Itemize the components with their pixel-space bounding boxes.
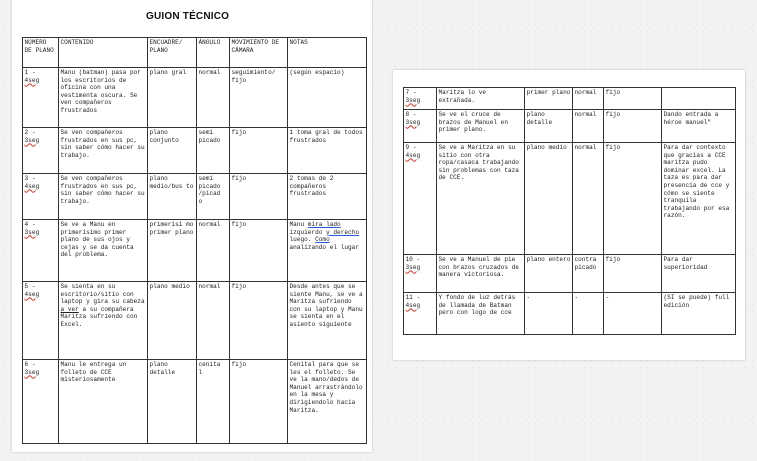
cell-movimiento: seguimiento/ fijo	[230, 68, 288, 128]
cell-angulo: normal	[573, 88, 604, 110]
cell-contenido: Se ve a Manuel de pie con brazos cruzados de manera victoriosa.	[437, 255, 525, 293]
cell-angulo: normal	[573, 143, 604, 255]
cell-movimiento: fijo	[230, 174, 288, 220]
cell-notas: Cenital para que se les el folleto. Se ve la mano/dedos de Manuel arrastrándolo en la mesa y dirigiendolo hacia Maritza.	[288, 360, 367, 444]
script-table-page-2	[403, 87, 736, 335]
cell-contenido: Se ve a Maritza en su sitio con otra ropa/casaca trabajando sin problemas con taza de CCE.	[437, 143, 525, 255]
cell-numero: 1 - 4seg	[23, 68, 59, 128]
cell-contenido: Se ve el cruce de brazos de Manuel en primer plano.	[437, 110, 525, 143]
table-row	[404, 88, 736, 110]
cell-numero: 5 - 4seg	[23, 282, 59, 360]
table-row	[23, 282, 367, 360]
cell-encuadre: plano medio	[525, 143, 573, 255]
cell-notas: Desde antes que se siente Manu, se ve a Maritza sufriendo con su laptop y Manu se sienta en el asiento siguiente	[288, 282, 367, 360]
cell-encuadre: -	[525, 293, 573, 335]
cell-contenido: Maritza lo ve extrañada.	[437, 88, 525, 110]
cell-angulo: contra picado	[573, 255, 604, 293]
cell-encuadre: plano gral	[148, 68, 197, 128]
table-header-row	[23, 38, 367, 68]
cell-encuadre: primerisi mo primer plano	[148, 220, 197, 282]
cell-numero: 4 - 3seg	[23, 220, 59, 282]
header-movimiento: MOVIMIENTO DE CÁMARA	[230, 38, 288, 68]
cell-contenido: Se ven compañeros frustrados en sus pc, sin saber cómo hacer su trabajo.	[59, 128, 148, 174]
cell-numero: 9 - 4seg	[404, 143, 437, 255]
cell-encuadre: plano medio	[148, 282, 197, 360]
cell-numero: 3 - 4seg	[23, 174, 59, 220]
cell-encuadre: plano medio/bus to	[148, 174, 197, 220]
cell-movimiento: fijo	[604, 88, 662, 110]
cell-movimiento: fijo	[230, 360, 288, 444]
cell-encuadre: plano conjunto	[148, 128, 197, 174]
cell-numero: 11 - 4seg	[404, 293, 437, 335]
document-page-2	[393, 70, 745, 360]
cell-encuadre: plano entero	[525, 255, 573, 293]
cell-contenido: Se ve a Manu en primerísimo primer plano de sus ojos y cejas y se da cuenta del problema.	[59, 220, 148, 282]
cell-movimiento: fijo	[604, 143, 662, 255]
cell-notas	[662, 88, 736, 110]
table-row	[23, 174, 367, 220]
cell-movimiento: fijo	[230, 282, 288, 360]
document-page-1	[12, 0, 372, 452]
cell-numero: 6 - 3seg	[23, 360, 59, 444]
cell-angulo: semi picado /picad o	[197, 174, 230, 220]
cell-movimiento: fijo	[230, 128, 288, 174]
script-table-page-1	[22, 37, 367, 444]
cell-encuadre: plano detalle	[148, 360, 197, 444]
table-row	[23, 128, 367, 174]
cell-contenido: Manu le entrega un folleto de CCE misteriosamente	[59, 360, 148, 444]
cell-contenido: Manu (batman) pasa por los escritorios de oficina con una vestimenta oscura. Se ven compañeros frustrados	[59, 68, 148, 128]
cell-notas: Dando entrada a héroe manuel"	[662, 110, 736, 143]
cell-encuadre: plano detalle	[525, 110, 573, 143]
cell-numero: 2 - 3seg	[23, 128, 59, 174]
table-row	[404, 293, 736, 335]
cell-contenido: Y fondo de luz detrás de llamada de Batman pero con logo de cce	[437, 293, 525, 335]
cell-movimiento: -	[604, 293, 662, 335]
cell-movimiento: fijo	[230, 220, 288, 282]
table-row	[23, 360, 367, 444]
cell-angulo: normal	[197, 68, 230, 128]
header-encuadre: ENCUADRE/ PLANO	[148, 38, 197, 68]
cell-notas: 2 tomas de 2 compañeros frustrados	[288, 174, 367, 220]
cell-notas: (SI se puede) full edición	[662, 293, 736, 335]
header-numero: NÚMERO DE PLANO	[23, 38, 59, 68]
document-title: GUION TÉCNICO	[146, 11, 230, 22]
header-angulo: ÁNGULO	[197, 38, 230, 68]
cell-numero: 10 - 3seg	[404, 255, 437, 293]
cell-numero: 7 - 3seg	[404, 88, 437, 110]
cell-contenido: Se ven compañeros frustrados en sus pc, sin saber cómo hacer su trabajo.	[59, 174, 148, 220]
cell-movimiento: fijo	[604, 255, 662, 293]
cell-angulo: normal	[573, 110, 604, 143]
cell-notas: 1 toma gral de todos frustrados	[288, 128, 367, 174]
header-contenido: CONTENIDO	[59, 38, 148, 68]
table-row	[404, 255, 736, 293]
cell-encuadre: primer plano	[525, 88, 573, 110]
cell-numero: 8 - 3seg	[404, 110, 437, 143]
header-notas: NOTAS	[288, 38, 367, 68]
cell-angulo: semi picado	[197, 128, 230, 174]
cell-angulo: normal	[197, 282, 230, 360]
table-row	[404, 110, 736, 143]
table-row	[23, 220, 367, 282]
table-row	[23, 68, 367, 128]
cell-notas: Para dar superioridad	[662, 255, 736, 293]
cell-angulo: cenita l	[197, 360, 230, 444]
cell-angulo: normal	[197, 220, 230, 282]
cell-contenido: Se sienta en su escritorio/sitio con laptop y gira su cabeza a ver a su compañera Maritza sufriendo con Excel.	[59, 282, 148, 360]
cell-notas: Para dar contexto que gracias a CCE maritza pudo dominar excel. La taza es para dar presencia de cce y cómo se siente tranquila trabajando por esa razón.	[662, 143, 736, 255]
cell-angulo: -	[573, 293, 604, 335]
table-row	[404, 143, 736, 255]
cell-notas: (según espacio)	[288, 68, 367, 128]
cell-movimiento: fijo	[604, 110, 662, 143]
cell-notas: Manu mira lado izquierdo y derecho luego. Como analizando el lugar	[288, 220, 367, 282]
